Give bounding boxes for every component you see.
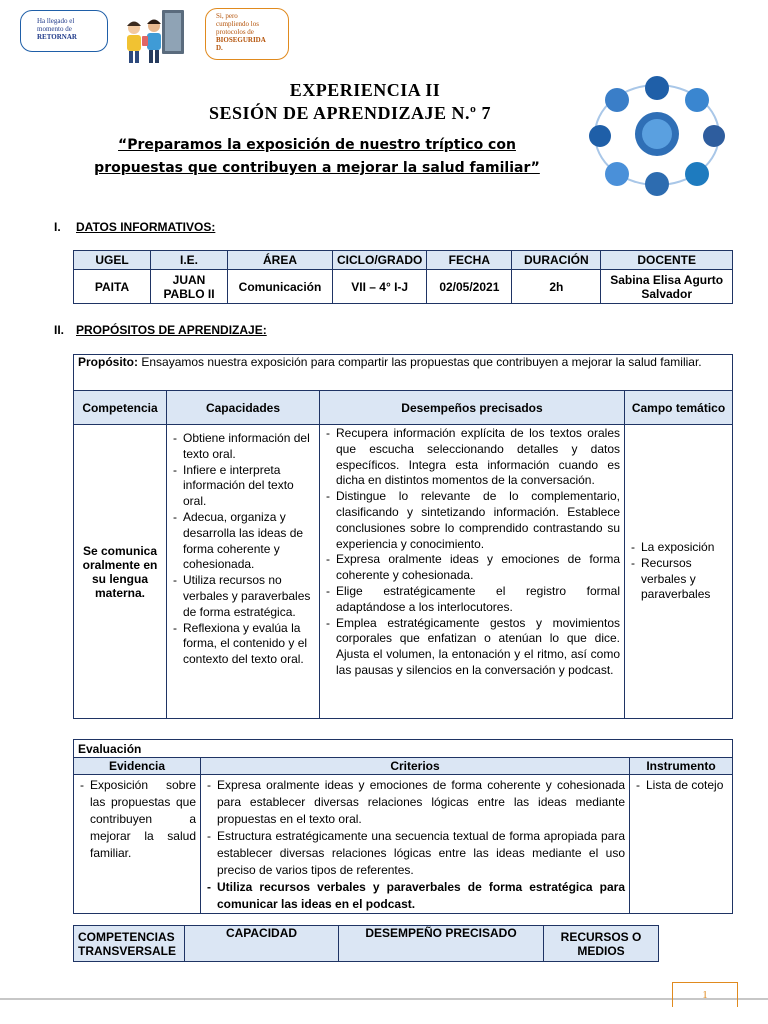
propositos-table <box>73 354 733 719</box>
bubble-left-line: RETORNAR <box>37 33 77 41</box>
capacidades-list <box>171 431 315 668</box>
criterios-list <box>205 777 625 913</box>
proposito-text: Ensayamos nuestra exposición para compartir las propuestas que contribuyen a mejorar la salud familiar. <box>141 355 702 369</box>
datos-fecha: 02/05/2021 <box>427 270 512 304</box>
list-item: - Recursos verbales y paraverbales <box>629 556 728 603</box>
datos-header: FECHA <box>427 251 512 270</box>
footer-divider <box>0 998 768 1000</box>
list-item: - Expresa oralmente ideas y emociones de forma coherente y cohesionada. <box>324 552 620 584</box>
transversal-table <box>73 925 659 962</box>
evidencia-cell <box>74 775 201 914</box>
campo-list <box>629 540 728 603</box>
datos-header: DURACIÓN <box>512 251 601 270</box>
datos-header: UGEL <box>74 251 151 270</box>
list-item: - Estructura estratégicamente una secuencia textual de forma apropiada para establecer diversas relaciones lógicas entre las ideas mediante el uso preciso de varios tipos de referentes. <box>205 828 625 879</box>
datos-header: CICLO/GRADO <box>333 251 427 270</box>
section-number: II. <box>54 323 65 337</box>
list-item: - Utiliza recursos verbales y paraverbales de forma estratégica para comunicar las ideas en el podcast. <box>205 879 625 913</box>
datos-header: I.E. <box>151 251 228 270</box>
bubble-right-line: cumpliendo los <box>216 20 259 28</box>
page-number: 1 <box>672 982 738 1007</box>
list-item: - Recupera información explícita de los textos orales que escucha seleccionando detalles y datos específicos. Integra esta información cuando es dicha en distintos momentos de la conversación. <box>324 426 620 489</box>
bubble-right-line: BIOSEGURIDA <box>216 36 266 44</box>
instrumento-list <box>634 777 728 794</box>
datos-header: DOCENTE <box>601 251 733 270</box>
evaluacion-header: Evidencia <box>74 758 201 775</box>
datos-ie: JUAN PABLO II <box>151 270 228 304</box>
transversal-header: COMPETENCIAS TRANSVERSALE <box>74 926 185 962</box>
desempenos-list <box>324 426 620 679</box>
datos-header: ÁREA <box>228 251 333 270</box>
transversal-header: DESEMPEÑO PRECISADO <box>339 926 544 962</box>
proposito-header: Competencia <box>74 391 167 425</box>
datos-ciclo: VII – 4° I-J <box>333 270 427 304</box>
criterios-cell <box>201 775 630 914</box>
speech-bubble-left <box>20 10 108 52</box>
session-title: SESIÓN DE APRENDIZAJE N.º 7 <box>209 103 491 123</box>
campo-cell <box>625 425 733 719</box>
datos-table <box>73 250 733 304</box>
list-item: - Adecua, organiza y desarrolla las ideas de forma coherente y cohesionada. <box>171 510 315 573</box>
session-subtitle: “Preparamos la exposición de nuestro tríptico con propuestas que contribuyen a mejorar la salud familiar” <box>94 137 540 176</box>
datos-ugel: PAITA <box>74 270 151 304</box>
bubble-right-line: protocolos de <box>216 28 254 36</box>
section-number: I. <box>54 220 61 234</box>
list-item: - Obtiene información del texto oral. <box>171 431 315 463</box>
list-item: - Elige estratégicamente el registro formal adaptándose a los interlocutores. <box>324 584 620 616</box>
proposito-header: Desempeños precisados <box>320 391 625 425</box>
section-label: PROPÓSITOS DE APRENDIZAJE: <box>76 323 267 337</box>
competencia-cell: Se comunica oralmente en su lengua materna. <box>74 425 167 719</box>
instrumento-cell <box>630 775 733 914</box>
bubble-left-line: Ha llegado el <box>37 17 75 25</box>
bubble-right-line: D. <box>216 44 223 52</box>
section-heading-propositos <box>54 323 267 337</box>
speech-bubble-right <box>205 8 289 60</box>
evaluacion-header: Instrumento <box>630 758 733 775</box>
list-item: - Reflexiona y evalúa la forma, el contenido y el contexto del texto oral. <box>171 621 315 668</box>
datos-duracion: 2h <box>512 270 601 304</box>
list-item: - Expresa oralmente ideas y emociones de forma coherente y cohesionada para establecer diversas relaciones lógicas entre las ideas mediante propuestas en el texto oral. <box>205 777 625 828</box>
list-item: - Infiere e interpreta información del texto oral. <box>171 463 315 510</box>
list-item: - Distingue lo relevante de lo complementario, clasificando y sintetizando información. Establece conclusiones sobre lo comprendido contrastando su experiencia y conocimiento. <box>324 489 620 552</box>
list-item: - Lista de cotejo <box>634 777 728 794</box>
datos-area: Comunicación <box>228 270 333 304</box>
experience-title: EXPERIENCIA II <box>289 80 441 100</box>
section-label: DATOS INFORMATIVOS: <box>76 220 216 234</box>
list-item: - Utiliza recursos no verbales y paraverbales de forma estratégica. <box>171 573 315 620</box>
proposito-header: Campo temático <box>625 391 733 425</box>
transversal-header: CAPACIDAD <box>185 926 339 962</box>
datos-docente: Sabina Elisa Agurto Salvador <box>601 270 733 304</box>
section-heading-datos <box>54 220 215 234</box>
transversal-header: RECURSOS O MEDIOS <box>544 926 659 962</box>
evaluacion-table <box>73 739 733 914</box>
list-item: - Emplea estratégicamente gestos y movimientos corporales que enfatizan o atenúan lo que dice. Ajusta el volumen, la entonación y el ritmo, así como las pausas y silencios en la conversación y podcast. <box>324 616 620 679</box>
evidencia-list <box>78 777 196 862</box>
list-item: - Exposición sobre las propuestas que contribuyen a mejorar la salud familiar. <box>78 777 196 862</box>
proposito-header: Capacidades <box>167 391 320 425</box>
desempenos-cell <box>320 425 625 719</box>
bubble-right-line: Si, pero <box>216 12 238 20</box>
list-item: - La exposición <box>629 540 728 556</box>
evaluacion-header: Criterios <box>201 758 630 775</box>
capacidades-cell <box>167 425 320 719</box>
evaluacion-title: Evaluación <box>74 740 733 758</box>
health-icons-illustration <box>582 70 732 200</box>
proposito-label: Propósito: <box>78 355 138 369</box>
proposito-row <box>74 355 733 391</box>
students-illustration <box>112 8 192 68</box>
bubble-left-line: momento de <box>37 25 72 33</box>
